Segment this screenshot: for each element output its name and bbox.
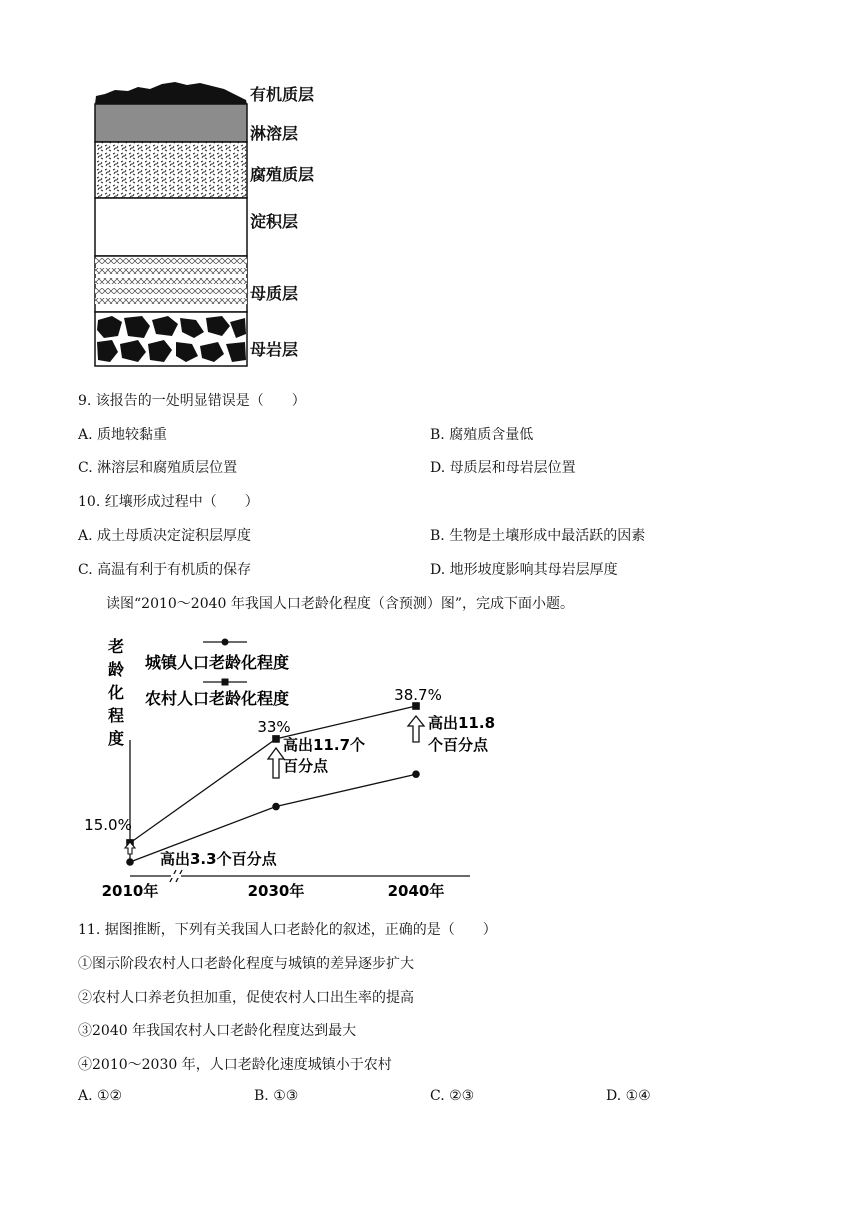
eluviation-layer-shape bbox=[95, 104, 247, 142]
x-tick-2: 2040年 bbox=[387, 882, 445, 900]
x-tick-1: 2030年 bbox=[247, 882, 305, 900]
series-line-0 bbox=[130, 774, 416, 862]
q11-option-a: A. ①② bbox=[78, 1088, 123, 1104]
q10-option-a: A. 成土母质决定淀积层厚度 bbox=[78, 528, 252, 544]
annotation-2010: 高出3.3个百分点 bbox=[160, 850, 277, 868]
urban-point-1 bbox=[272, 803, 280, 811]
q11-stem: 11. 据图推断，下列有关我国人口老龄化的叙述，正确的是（ ） bbox=[78, 922, 497, 938]
q11-statement-4: ④2010～2030 年，人口老龄化速度城镇小于农村 bbox=[78, 1057, 392, 1073]
data-label-0: 15.0% bbox=[84, 816, 132, 834]
urban-point-0 bbox=[126, 858, 134, 866]
label-humus-layer: 腐殖质层 bbox=[250, 165, 315, 184]
label-organic-layer: 有机质层 bbox=[250, 85, 315, 104]
urban-point-2 bbox=[412, 770, 420, 778]
q9-stem: 9. 该报告的一处明显错误是（ ） bbox=[78, 393, 306, 409]
legend-rural-marker bbox=[222, 679, 229, 686]
label-illuvial-layer: 淀积层 bbox=[250, 212, 299, 231]
legend-rural-label: 农村人口老龄化程度 bbox=[145, 689, 290, 708]
q11-option-c: C. ②③ bbox=[430, 1088, 475, 1104]
q9-option-b: B. 腐殖质含量低 bbox=[430, 427, 534, 443]
rural-point-1 bbox=[272, 735, 280, 743]
q11-statement-3: ③2040 年我国农村人口老龄化程度达到最大 bbox=[78, 1023, 357, 1039]
label-eluviation-layer: 淋溶层 bbox=[250, 124, 299, 143]
annotation-2040-line2: 个百分点 bbox=[428, 736, 489, 754]
aging-chart bbox=[70, 630, 570, 910]
q11-statement-1: ①图示阶段农村人口老龄化程度与城镇的差异逐步扩大 bbox=[78, 956, 414, 972]
soil-profile-diagram bbox=[0, 0, 340, 380]
q10-option-d: D. 地形坡度影响其母岩层厚度 bbox=[430, 562, 618, 578]
label-parent-material-layer: 母质层 bbox=[250, 284, 299, 303]
data-label-2: 38.7% bbox=[394, 686, 442, 704]
q11-option-b: B. ①③ bbox=[254, 1088, 299, 1104]
q11-option-d: D. ①④ bbox=[606, 1088, 651, 1104]
q9-option-a: A. 质地较黏重 bbox=[78, 427, 168, 443]
gap-arrow-2030 bbox=[268, 748, 284, 778]
humus-layer-shape bbox=[95, 142, 247, 198]
y-axis-label: 老龄化程度 bbox=[107, 637, 125, 748]
x-tick-0: 2010年 bbox=[101, 882, 159, 900]
q10-stem: 10. 红壤形成过程中（ ） bbox=[78, 494, 259, 510]
q10-option-c: C. 高温有利于有机质的保存 bbox=[78, 562, 252, 578]
gap-arrow-2040 bbox=[408, 716, 424, 742]
illuvial-layer-shape bbox=[95, 198, 247, 256]
legend-urban-label: 城镇人口老龄化程度 bbox=[145, 653, 290, 672]
chart-intro: 读图“2010～2040 年我国人口老龄化程度（含预测）图”，完成下面小题。 bbox=[106, 596, 575, 612]
q9-option-c: C. 淋溶层和腐殖质层位置 bbox=[78, 460, 238, 476]
q11-statement-2: ②农村人口养老负担加重，促使农村人口出生率的提高 bbox=[78, 990, 414, 1006]
soil-profile-figure bbox=[0, 0, 340, 380]
data-label-1: 33% bbox=[257, 718, 291, 736]
label-bedrock-layer: 母岩层 bbox=[250, 340, 299, 359]
organic-layer-shape bbox=[95, 82, 247, 104]
q9-option-d: D. 母质层和母岩层位置 bbox=[430, 460, 576, 476]
q10-option-b: B. 生物是土壤形成中最活跃的因素 bbox=[430, 528, 646, 544]
legend-urban-marker bbox=[222, 639, 229, 646]
annotation-2040-line1: 高出11.8 bbox=[428, 714, 496, 732]
annotation-2030-line2: 百分点 bbox=[283, 757, 329, 775]
annotation-2030-line1: 高出11.7个 bbox=[283, 736, 366, 754]
